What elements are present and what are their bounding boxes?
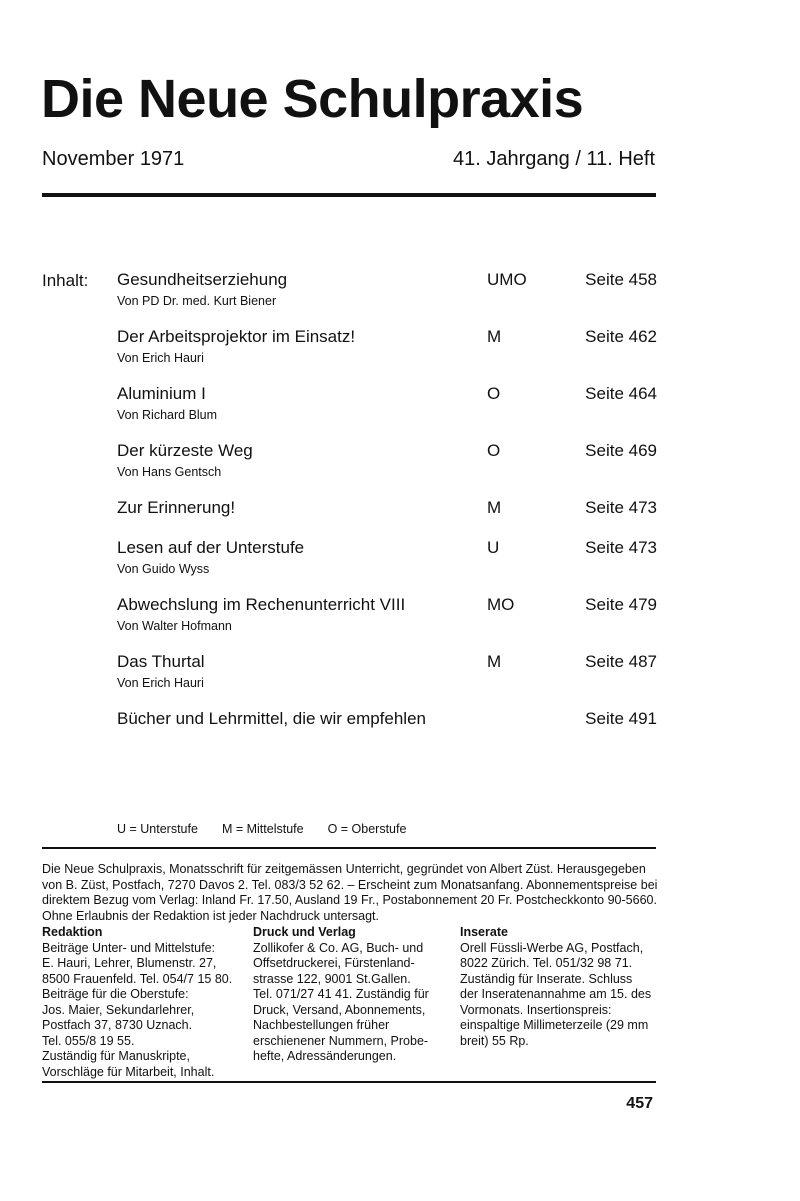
legend-mittelstufe: M = Mittelstufe [221, 822, 304, 836]
inserate-line: 8022 Zürich. Tel. 051/32 98 71. [460, 956, 633, 970]
druck-verlag-column [253, 925, 453, 1065]
toc-entry-title: Der Arbeitsprojektor im Einsatz! [117, 327, 356, 346]
table-of-contents [117, 270, 657, 749]
toc-entry-page: Seite 479 [585, 595, 657, 614]
toc-entry-level: O [487, 441, 501, 460]
inserate-line: Vormonats. Insertionspreis: [460, 1002, 612, 1017]
level-legend [117, 822, 406, 836]
toc-entry-title: Bücher und Lehrmittel, die wir empfehlen [117, 709, 426, 728]
redaktion-line: Beiträge für die Oberstufe: [42, 987, 189, 1001]
toc-entry-author: Von Richard Blum [117, 408, 218, 422]
druck-verlag-line: Zollikofer & Co. AG, Buch- und [253, 940, 424, 955]
redaktion-column [42, 925, 247, 1080]
redaktion-line: Jos. Maier, Sekundarlehrer, [42, 1002, 195, 1017]
toc-entry-page: Seite 469 [585, 441, 657, 460]
redaktion-line: 8500 Frauenfeld. Tel. 054/7 15 80. [42, 971, 233, 986]
inserate-column [460, 925, 660, 1049]
toc-entry-title: Abwechslung im Rechenunterricht VIII [117, 595, 406, 614]
toc-entry [117, 384, 657, 441]
toc-entry-level: M [487, 327, 502, 346]
inserate-line: Zuständig für Inserate. Schluss [460, 971, 633, 986]
druck-verlag-line: Offsetdruckerei, Fürstenland- [253, 956, 415, 970]
druck-verlag-line: Nachbestellungen früher [253, 1018, 390, 1032]
toc-entry-author: Von Hans Gentsch [117, 465, 222, 479]
toc-entry-author: Von Walter Hofmann [117, 619, 232, 633]
inserate-line: der Inseratenannahme am 15. des [460, 987, 652, 1001]
toc-entry-page: Seite 462 [585, 327, 657, 346]
toc-entry-page: Seite 473 [585, 538, 657, 557]
toc-entry-level: U [487, 538, 500, 557]
druck-verlag-line: Tel. 071/27 41 41. Zuständig für [253, 987, 429, 1001]
toc-entry-title: Das Thurtal [117, 652, 205, 671]
legend-rule [42, 847, 656, 849]
toc-entry-level: MO [487, 595, 515, 614]
druck-verlag-line: hefte, Adressänderungen. [253, 1049, 397, 1063]
toc-entry-title: Aluminium I [117, 384, 206, 403]
toc-entry-title: Zur Erinnerung! [117, 498, 236, 517]
toc-entry-level: O [487, 384, 501, 403]
legend-oberstufe: O = Oberstufe [327, 822, 407, 836]
magazine-title: Die Neue Schulpraxis [41, 69, 584, 129]
issue-date: November 1971 [42, 148, 185, 170]
footer-rule [42, 1081, 656, 1083]
toc-entry-author: Von Erich Hauri [117, 676, 204, 690]
redaktion-line: Vorschläge für Mitarbeit, Inhalt. [42, 1064, 215, 1079]
toc-entry [117, 652, 657, 709]
redaktion-line: Tel. 055/8 19 55. [42, 1033, 135, 1048]
toc-entry-title: Gesundheitserziehung [117, 270, 288, 289]
redaktion-line: E. Hauri, Lehrer, Blumenstr. 27, [42, 956, 217, 970]
toc-entry-page: Seite 458 [585, 270, 657, 289]
header-rule [42, 193, 656, 197]
toc-entry [117, 538, 657, 595]
toc-entry-author: Von PD Dr. med. Kurt Biener [117, 294, 277, 308]
inserate-line: einspaltige Millimeterzeile (29 mm [460, 1018, 649, 1032]
toc-entry [117, 595, 657, 652]
inserate-line: breit) 55 Rp. [460, 1033, 529, 1048]
toc-entry-level: M [487, 652, 502, 671]
toc-entry-level: UMO [487, 270, 527, 289]
legend-unterstufe: U = Unterstufe [117, 822, 198, 836]
redaktion-heading: Redaktion [42, 925, 103, 939]
toc-label: Inhalt: [42, 271, 89, 290]
toc-entry [117, 498, 657, 538]
druck-verlag-heading: Druck und Verlag [253, 925, 356, 939]
druck-verlag-line: strasse 122, 9001 St.Gallen. [253, 971, 411, 986]
redaktion-line: Postfach 37, 8730 Uznach. [42, 1018, 193, 1032]
toc-entry [117, 709, 657, 749]
inserate-heading: Inserate [460, 925, 508, 939]
druck-verlag-line: erschienener Nummern, Probe- [253, 1033, 429, 1048]
page-number: 457 [626, 1095, 653, 1112]
publisher-info: Die Neue Schulpraxis, Monatsschrift für zeitgemässen Unterricht, gegründet von Albert Züst. Herausgegeben von B. Züst, Postfach, 7270 Davos 2. Tel. 083/3 52 62. – Erscheint zum Monatsanfang. Abonnementspreise bei direktem Bezug vom Verlag: Inland Fr. 17.50, Ausland 19 Fr., Postabonnement 20 Fr. Postcheckkonto 90-5660. Ohne Erlaubnis der Redaktion ist jeder Nachdruck untersagt. [42, 862, 658, 923]
toc-entry-page: Seite 473 [585, 498, 657, 517]
toc-entry-page: Seite 464 [585, 384, 657, 403]
toc-entry-author: Von Erich Hauri [117, 351, 204, 365]
toc-entry [117, 441, 657, 498]
druck-verlag-line: Druck, Versand, Abonnements, [253, 1002, 426, 1017]
toc-entry-title: Lesen auf der Unterstufe [117, 538, 305, 557]
toc-entry-page: Seite 491 [585, 709, 657, 728]
redaktion-line: Beiträge Unter- und Mittelstufe: [42, 940, 215, 955]
toc-entry [117, 327, 657, 384]
toc-entry-page: Seite 487 [585, 652, 657, 671]
redaktion-line: Zuständig für Manuskripte, [42, 1049, 190, 1063]
issue-volume: 41. Jahrgang / 11. Heft [453, 148, 655, 170]
toc-entry-title: Der kürzeste Weg [117, 441, 253, 460]
toc-entry-level: M [487, 498, 502, 517]
toc-entry-author: Von Guido Wyss [117, 562, 210, 576]
inserate-line: Orell Füssli-Werbe AG, Postfach, [460, 940, 644, 955]
toc-entry [117, 270, 657, 327]
